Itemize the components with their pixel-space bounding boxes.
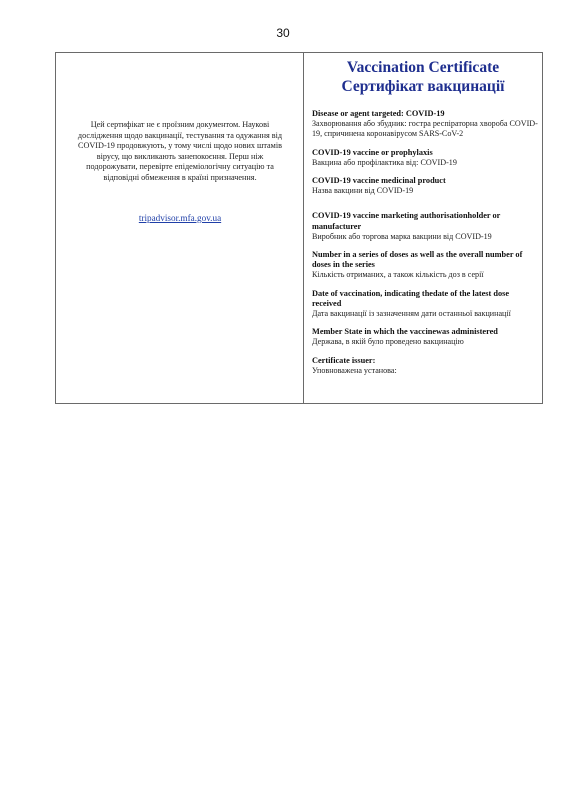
field-label: COVID-19 vaccine marketing authorisationholder or manufacturer [312,211,501,231]
field-value: Назва вакцини від COVID-19 [312,186,414,196]
right-panel [304,53,542,403]
field-label: Disease or agent targeted: COVID-19 [312,109,445,118]
mfa-link[interactable]: tripadvisor.mfa.gov.ua [138,213,222,223]
field-value: Дата вакцинації із зазначенням дати останньої вакцинації [312,309,511,319]
field-issuer [312,356,538,376]
certificate-title-uk: Сертифікат вакцинації [341,78,505,95]
field-value: Виробник або торгова марка вакцини від COVID-19 [312,231,492,241]
page-number: 30 [276,26,290,40]
certificate-fields [312,109,538,384]
field-label: Date of vaccination, indicating thedate of the latest dose received [312,288,510,308]
certificate-title-en: Vaccination Certificate [346,59,500,76]
field-value: Вакцина або профілактика від: COVID-19 [312,157,457,167]
field-label: Certificate issuer: [312,355,376,365]
field-vaccine-prophylaxis [312,148,538,168]
field-value: Уповноважена установа: [312,365,397,375]
field-vaccination-date [312,289,538,320]
field-label: COVID-19 vaccine medicinal product [312,176,446,186]
field-value: Кількість отриманих, а також кількість доз в серії [312,270,484,280]
field-value: Захворювання або збудник: гостра респіраторна хвороба COVID-19, спричинена коронавірусом SARS-CoV-2 [312,119,538,139]
field-label: COVID-19 vaccine or prophylaxis [312,147,433,157]
field-member-state [312,327,538,347]
field-label: Member State in which the vaccinewas administered [312,327,498,337]
field-label: Number in a series of doses as well as the overall number of doses in the series [312,250,523,270]
field-manufacturer [312,211,538,242]
left-panel [56,53,304,403]
field-dose-number [312,250,538,281]
field-disease [312,109,538,140]
certificate-card [55,52,543,404]
field-medicinal-product [312,176,538,196]
field-value: Держава, в якій було проведено вакцинацію [312,337,464,347]
travel-notice: Цей сертифікат не є проїзним документом. Наукові дослідження щодо вакцинації, тестування та одужання від COVID-19 продовжують, у тому числі щодо нових штамів вірусу, що викликають занепокоєння. Перш ніж подорожувати, перевірте епідеміологічну ситуацію та відповідні обмеження в країні призначення. [77,120,283,182]
